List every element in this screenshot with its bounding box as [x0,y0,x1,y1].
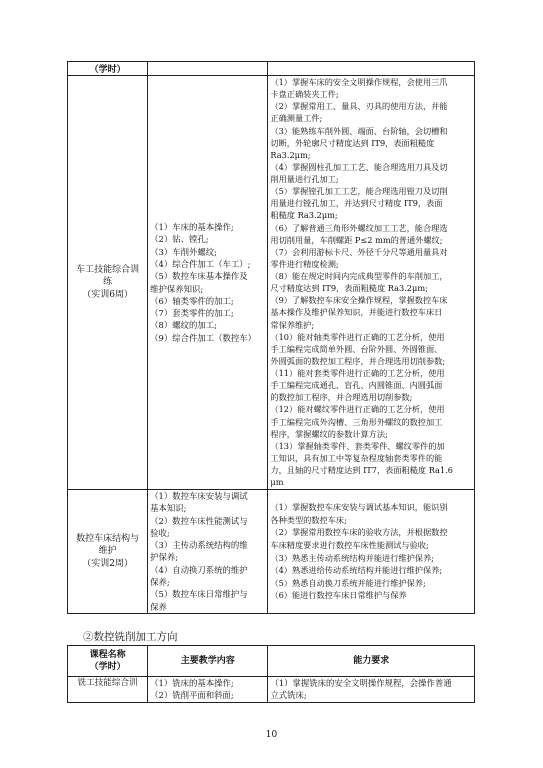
ability-line: 手工编程完成外沟槽、三角形外螺纹的数控加工 [270,416,443,427]
ability-line: 零件进行精度检测; [270,258,339,269]
content-line: （4）自动换刀系统的维护 [150,564,248,575]
content-line: （8）螺纹的加工; [150,320,217,331]
course-title-line: 练 [103,277,113,288]
ability-line: 尺寸精度达到 IT9，表面粗糙度 Ra3.2μm; [270,283,428,294]
content-line: （6）轴类零件的加工; [150,295,234,306]
ability-line: 卡盘正确装夹工件; [270,89,339,100]
section-title: ②数控铣削加工方向 [83,631,178,643]
ability-line: 车床精度要求进行数控车床性能测试与验收; [270,539,429,550]
ability-line: 手工编程完成通孔、盲孔、内圆锥面、内圆弧面 [270,380,443,391]
ability-line: 各种类型的数控车床; [270,514,347,525]
ability-line: 切断，外轮廓尺寸精度达到 IT9，表面粗糙度 [270,137,435,148]
teaching-content-header: 主要教学内容 [148,646,268,677]
table-header-row [68,646,475,677]
ability-requirements-cell [268,677,475,703]
course-name-header-line: 课程名称 [89,649,126,660]
ability-line: （6）能进行数控车床日常维护与保养 [270,590,407,601]
content-line: （1）数控车床安装与调试 [150,491,248,501]
ability-line: （8）能在规定时间内完成典型零件的车削加工， [270,271,448,281]
ability-line: （3）熟悉主传动系统结构并能进行维护保养; [270,552,434,563]
ability-line: 削用量进行孔加工; [270,174,339,184]
ability-line: （7）会利用游标卡尺、外径千分尺等通用量具对 [270,246,448,257]
ability-requirements-cell [268,490,475,614]
ability-line: 用切削用量，车削螺距 P≤2 mm的普通外螺纹; [270,234,443,245]
content-line: （5）数控车床基本操作及 [150,271,248,282]
ability-line: 粗糙度 Ra3.2μm; [270,210,338,221]
course-title-cell [68,490,148,614]
ability-line: （2）掌握常用工、量具、刃具的使用方法，并能 [270,101,448,112]
ability-line: 基本操作及维护保养知识，并能进行数控车床日 [270,307,443,318]
course-table-continued [67,61,475,614]
content-line: （5）数控车床日常维护与 [150,589,248,600]
ability-line: 立式铣床; [270,690,307,701]
teaching-content-cell [148,490,268,614]
ability-line: （11）能对套类零件进行正确的工艺分析，使用 [270,368,445,378]
ability-line: μm [270,477,284,488]
ability-line: 工知识，具有加工中等复杂程度轴套类零件的能 [270,452,443,463]
ability-line: （4）掌握圆柱孔加工工艺、能合理选用刀具及切 [270,161,448,172]
course-title-line: 数控车床结构与 [76,533,140,544]
content-line: 维护保养知识; [150,283,204,294]
ability-line: （4）熟悉进给传动系统结构并能进行维护保养; [270,565,443,576]
ability-line: （3）能熟练车削外圆、端面、台阶轴，会切槽和 [270,125,448,136]
course-hours: （实训2周） [82,558,133,569]
content-line: 保养; [150,577,170,588]
content-line: 验收; [150,527,170,538]
ability-line: 用量进行镗孔加工，并达到尺寸精度 IT9，表面 [270,198,443,209]
course-title-line: 维护 [98,546,117,557]
page-number: 10 [265,730,278,740]
ability-line: （13）掌握轴类零件、套类零件、螺纹零件的加 [270,440,445,451]
content-line: （2）铣削平面和斜面; [150,690,234,701]
course-row-milling-training [68,677,475,703]
content-line: 护保养; [150,552,179,563]
ability-line: Ra3.2μm; [270,149,311,160]
course-title-cell [68,76,148,490]
ability-line: 正确测量工件; [270,113,323,124]
content-line: 基本知识; [150,503,187,514]
ability-line: 力，且轴的尺寸精度达到 IT7，表面粗糙度 Ra1.6 [270,465,453,475]
ability-line: 程序，掌握螺纹的参数计算方法; [270,428,388,439]
ability-line: （5）掌握镗孔加工工艺，能合理选用镗刀及切削 [270,186,448,197]
content-line: （2）数控车床性能测试与 [150,515,248,526]
content-line: （2）钻、镗孔; [150,234,209,245]
teaching-content-cell [148,76,268,490]
header-stub-row [68,62,475,76]
ability-line: （9）了解数控车床安全操作规程，掌握数控车床 [270,295,448,306]
course-row-lathe-maintenance [68,490,475,614]
ability-requirements-cell [268,76,475,490]
milling-course-table [67,645,475,703]
course-row-lathe-training [68,76,475,490]
content-line: （3）主传动系统结构的维 [150,540,248,551]
ability-requirements-header: 能力要求 [268,646,475,677]
course-hours: （实训6周） [82,289,133,300]
ability-line: （12）能对螺纹零件进行正确的工艺分析，使用 [270,404,445,415]
course-name-header [68,646,148,677]
ability-line: （10）能对轴类零件进行正确的工艺分析，使用 [270,331,445,342]
teaching-content-cell [148,677,268,703]
course-hours-stub: （学时） [68,62,148,76]
course-hours-header-line: （学时） [89,662,126,672]
ability-line: 外圆弧面的数控加工程序，并合理选用切削参数; [270,355,446,366]
content-line: 保养 [150,601,167,612]
content-line: （4）综合件加工（车工）; [150,258,251,269]
ability-line: 手工编程完成简单外圆、台阶外圆、外圆锥面、 [270,343,443,354]
content-line: （1）车床的基本操作; [150,222,234,233]
ability-line: 的数控加工程序，并合理选用切削参数; [270,392,413,403]
course-title-cell: 铣工技能综合训 [68,677,148,703]
ability-line: （1）掌握车床的安全文明操作规程，会使用三爪 [270,77,448,87]
ability-line: （6）了解普通三角形外螺纹加工工艺，能合理选 [270,222,448,233]
content-line: （7）套类零件的加工; [150,308,234,319]
content-line: （3）车削外螺纹; [150,246,217,257]
ability-line: （1）掌握铣床的安全文明操作规程，会操作普通 [270,678,452,688]
content-line: （9）综合件加工（数控车） [150,332,256,343]
ability-line: 常保养维护; [270,319,315,330]
content-line: （1）铣床的基本操作; [150,678,234,688]
ability-line: （5）熟悉自动换刀系统并能进行维护保养; [270,577,426,588]
ability-line: （1）掌握数控车床安装与调试基本知识，能识别 [270,502,448,513]
course-title-line: 车工技能综合训 [76,264,140,275]
ability-line: （2）掌握常用数控车床的验收方法，并根据数控 [270,527,448,538]
